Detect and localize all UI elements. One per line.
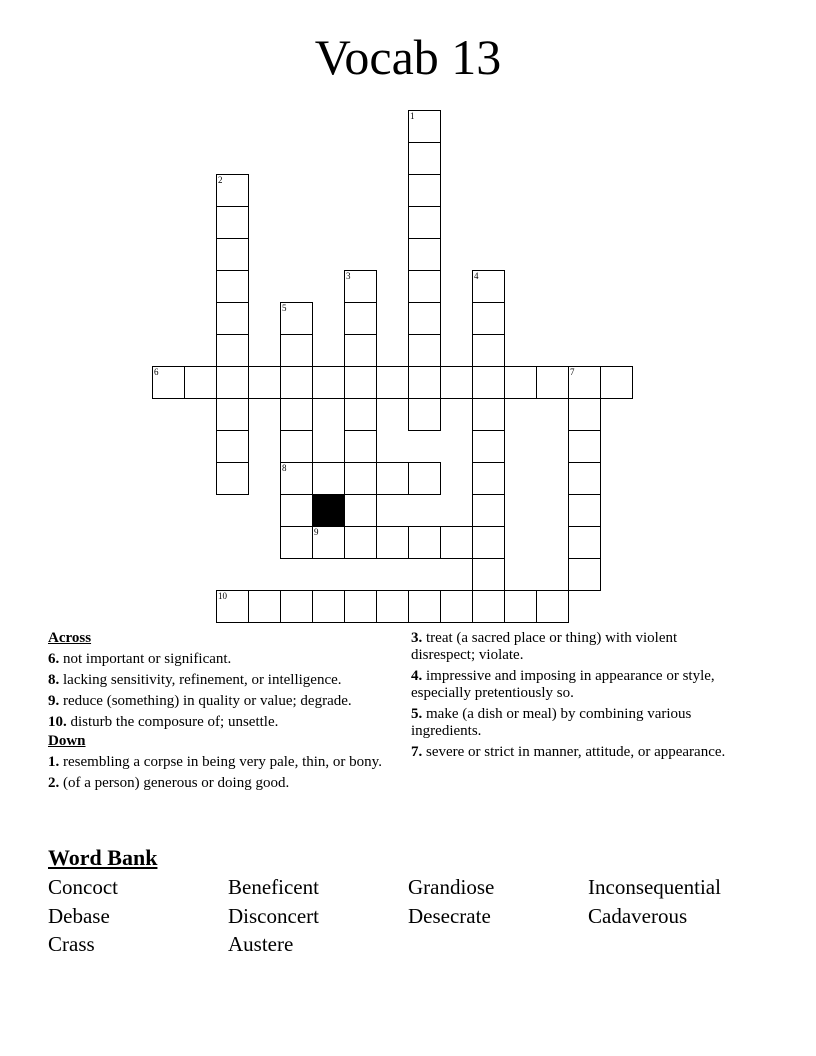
grid-cell[interactable] xyxy=(504,366,537,399)
grid-cell[interactable] xyxy=(376,366,409,399)
cell-number: 3 xyxy=(346,271,351,281)
grid-cell[interactable] xyxy=(408,398,441,431)
numbered-cell[interactable] xyxy=(408,110,441,143)
grid-cell[interactable] xyxy=(216,462,249,495)
grid-cell[interactable] xyxy=(344,494,377,527)
grid-cell[interactable] xyxy=(408,238,441,271)
grid-cell[interactable] xyxy=(344,366,377,399)
grid-cell[interactable] xyxy=(248,590,281,623)
grid-cell[interactable] xyxy=(600,366,633,399)
grid-cell[interactable] xyxy=(248,366,281,399)
clue-text: treat (a sacred place or thing) with violent disrespect; violate. xyxy=(411,630,678,663)
grid-cell[interactable] xyxy=(472,302,505,335)
across-heading: Across xyxy=(48,630,92,646)
numbered-cell[interactable] xyxy=(312,526,345,559)
clue-number: 1. xyxy=(48,754,60,770)
grid-cell[interactable] xyxy=(568,526,601,559)
clue-number: 5. xyxy=(411,706,423,722)
cell-number: 8 xyxy=(282,463,287,473)
grid-cell[interactable] xyxy=(344,590,377,623)
grid-cell[interactable] xyxy=(344,526,377,559)
grid-cell[interactable] xyxy=(472,334,505,367)
clue-number: 7. xyxy=(411,744,423,760)
cell-number: 1 xyxy=(410,111,415,121)
grid-cell[interactable] xyxy=(312,590,345,623)
grid-cell[interactable] xyxy=(472,398,505,431)
grid-cell[interactable] xyxy=(536,366,569,399)
word-bank-item: Desecrate xyxy=(408,904,491,928)
grid-cell[interactable] xyxy=(440,366,473,399)
clue-text: severe or strict in manner, attitude, or appearance. xyxy=(422,744,726,760)
clue-down-7 xyxy=(411,744,741,761)
grid-cell[interactable] xyxy=(568,462,601,495)
grid-cell[interactable] xyxy=(408,334,441,367)
cell-number: 9 xyxy=(314,527,319,537)
word-bank-item: Concoct xyxy=(48,875,118,899)
grid-cell[interactable] xyxy=(472,558,505,591)
word-bank-item: Disconcert xyxy=(228,904,319,928)
grid-cell[interactable] xyxy=(504,590,537,623)
cell-number: 2 xyxy=(218,175,223,185)
down-heading: Down xyxy=(48,733,86,749)
clue-down-5 xyxy=(411,706,741,740)
cell-number: 5 xyxy=(282,303,287,313)
numbered-cell[interactable] xyxy=(344,270,377,303)
word-bank-item: Inconsequential xyxy=(588,875,721,899)
word-bank-item: Austere xyxy=(228,932,294,956)
numbered-cell[interactable] xyxy=(568,366,601,399)
clue-text: disturb the composure of; unsettle. xyxy=(66,714,279,730)
grid-cell[interactable] xyxy=(472,366,505,399)
grid-cell[interactable] xyxy=(280,366,313,399)
word-bank-item: Debase xyxy=(48,904,110,928)
grid-cell[interactable] xyxy=(408,206,441,239)
numbered-cell[interactable] xyxy=(472,270,505,303)
grid-cell[interactable] xyxy=(472,430,505,463)
word-bank-item: Grandiose xyxy=(408,875,495,899)
clue-text: reduce (something) in quality or value; degrade. xyxy=(59,693,352,709)
grid-cell[interactable] xyxy=(376,462,409,495)
clues-left-column xyxy=(48,630,388,796)
clue-number: 10. xyxy=(48,714,67,730)
grid-cell[interactable] xyxy=(408,590,441,623)
numbered-cell[interactable] xyxy=(216,174,249,207)
grid-cell[interactable] xyxy=(280,430,313,463)
grid-cell[interactable] xyxy=(184,366,217,399)
grid-cell[interactable] xyxy=(568,430,601,463)
grid-cell[interactable] xyxy=(312,462,345,495)
clue-number: 8. xyxy=(48,672,60,688)
clue-down-2 xyxy=(48,775,388,792)
cell-number: 10 xyxy=(218,591,227,601)
clue-number: 9. xyxy=(48,693,60,709)
clue-number: 6. xyxy=(48,651,60,667)
grid-cell[interactable] xyxy=(440,526,473,559)
grid-cell[interactable] xyxy=(280,590,313,623)
grid-cell[interactable] xyxy=(408,302,441,335)
clue-text: impressive and imposing in appearance or style, especially pretentiously so. xyxy=(411,668,715,701)
clue-down-4 xyxy=(411,668,741,702)
clues-right-column xyxy=(411,630,741,765)
numbered-cell[interactable] xyxy=(280,302,313,335)
grid-cell[interactable] xyxy=(408,142,441,175)
clue-number: 2. xyxy=(48,775,60,791)
grid-cell[interactable] xyxy=(280,494,313,527)
clue-down-3 xyxy=(411,630,741,664)
grid-cell[interactable] xyxy=(408,366,441,399)
grid-cell[interactable] xyxy=(344,430,377,463)
grid-cell[interactable] xyxy=(408,270,441,303)
clue-number: 4. xyxy=(411,668,423,684)
word-bank-item: Crass xyxy=(48,932,95,956)
grid-cell[interactable] xyxy=(216,206,249,239)
page-title: Vocab 13 xyxy=(314,29,502,85)
grid-cell[interactable] xyxy=(216,302,249,335)
grid-cell[interactable] xyxy=(472,462,505,495)
grid-cell[interactable] xyxy=(472,590,505,623)
clue-across-6 xyxy=(48,651,388,668)
grid-cell[interactable] xyxy=(216,270,249,303)
grid-cell[interactable] xyxy=(344,334,377,367)
clue-number: 3. xyxy=(411,630,423,646)
grid-cell[interactable] xyxy=(344,462,377,495)
grid-cell[interactable] xyxy=(472,494,505,527)
grid-cell[interactable] xyxy=(216,398,249,431)
grid-cell[interactable] xyxy=(536,590,569,623)
grid-cell[interactable] xyxy=(472,526,505,559)
grid-cell[interactable] xyxy=(312,366,345,399)
grid-cell[interactable] xyxy=(568,494,601,527)
clue-down-1 xyxy=(48,754,388,771)
numbered-cell[interactable] xyxy=(152,366,185,399)
grid-cell[interactable] xyxy=(216,430,249,463)
grid-cell[interactable] xyxy=(216,366,249,399)
grid-cell[interactable] xyxy=(216,238,249,271)
clue-across-10 xyxy=(48,714,388,731)
clue-text: not important or significant. xyxy=(59,651,232,667)
grid-cell[interactable] xyxy=(280,526,313,559)
numbered-cell[interactable] xyxy=(216,590,249,623)
clue-text: (of a person) generous or doing good. xyxy=(59,775,290,791)
grid-cell[interactable] xyxy=(568,558,601,591)
clue-across-8 xyxy=(48,672,388,689)
word-bank-item: Beneficent xyxy=(228,875,319,899)
grid-cell[interactable] xyxy=(344,302,377,335)
grid-cell[interactable] xyxy=(216,334,249,367)
clue-text: make (a dish or meal) by combining various ingredients. xyxy=(411,706,692,739)
grid-cell[interactable] xyxy=(408,526,441,559)
word-bank-title: Word Bank xyxy=(48,845,158,870)
grid-cell[interactable] xyxy=(280,398,313,431)
cell-number: 7 xyxy=(570,367,575,377)
grid-cell[interactable] xyxy=(376,590,409,623)
grid-cell[interactable] xyxy=(408,462,441,495)
grid-cell[interactable] xyxy=(440,590,473,623)
clue-text: resembling a corpse in being very pale, thin, or bony. xyxy=(59,754,382,770)
cell-number: 4 xyxy=(474,271,479,281)
clue-across-9 xyxy=(48,693,388,710)
grid-cell[interactable] xyxy=(568,398,601,431)
grid-cell[interactable] xyxy=(376,526,409,559)
word-bank-item: Cadaverous xyxy=(588,904,688,928)
blocked-cell xyxy=(312,494,345,527)
clue-text: lacking sensitivity, refinement, or intelligence. xyxy=(59,672,342,688)
grid-cell[interactable] xyxy=(280,334,313,367)
grid-cell[interactable] xyxy=(344,398,377,431)
numbered-cell[interactable] xyxy=(280,462,313,495)
cell-number: 6 xyxy=(154,367,159,377)
grid-cell[interactable] xyxy=(408,174,441,207)
